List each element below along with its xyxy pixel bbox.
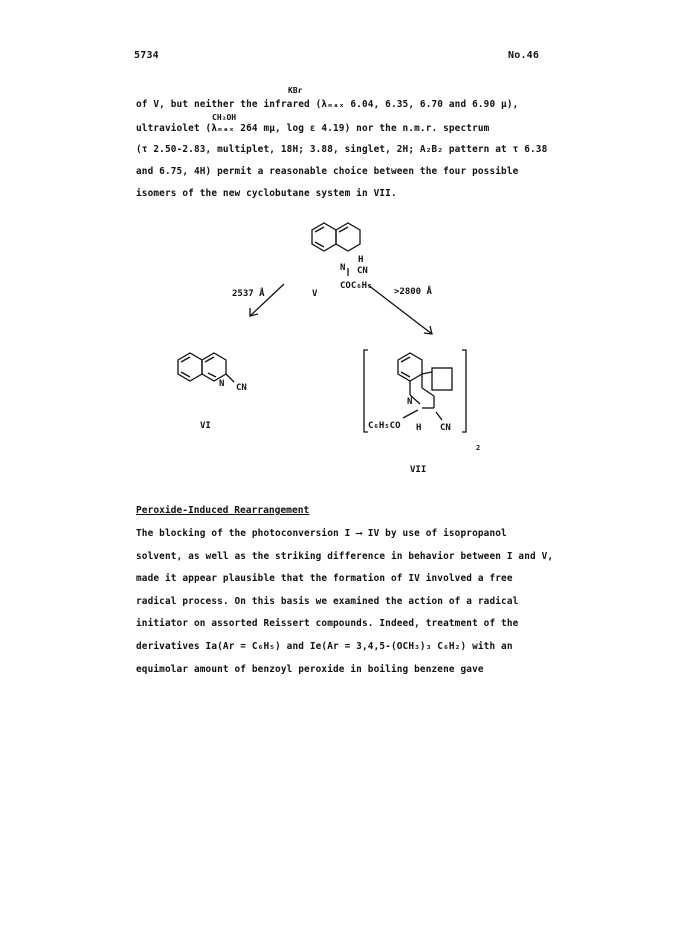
section-line: initiator on assorted Reissert compounds. Indeed, treatment of the bbox=[136, 618, 519, 629]
label-vi: VI bbox=[200, 421, 211, 431]
section-line: equimolar amount of benzoyl peroxide in boiling benzene gave bbox=[136, 664, 484, 675]
section-line: radical process. On this basis we examined the action of a radical bbox=[136, 596, 519, 607]
section-title: Peroxide-Induced Rearrangement bbox=[136, 505, 310, 516]
issue-number: No.46 bbox=[508, 50, 540, 61]
compound-v-structure bbox=[312, 223, 360, 276]
section-line: made it appear plausible that the formation of IV involved a free bbox=[136, 573, 513, 584]
paragraph-line-3: (τ 2.50-2.83, multiplet, 18H; 3.88, singlet, 2H; A₂B₂ pattern at τ 6.38 bbox=[136, 144, 548, 155]
section-line: The blocking of the photoconversion I ⟶ IV by use of isopropanol bbox=[136, 528, 507, 539]
paragraph-line-4: and 6.75, 4H) permit a reasonable choice between the four possible bbox=[136, 166, 519, 177]
vii-cn-label: CN bbox=[440, 423, 451, 433]
label-vii: VII bbox=[410, 465, 427, 475]
v-acyl-label: COC₆H₅ bbox=[340, 281, 373, 291]
v-h-label: H bbox=[358, 255, 364, 265]
vii-n-label: N bbox=[407, 397, 413, 407]
vi-n-label: N bbox=[219, 379, 225, 389]
paragraph-line-5: isomers of the new cyclobutane system in VII. bbox=[136, 188, 397, 199]
compound-vi-structure bbox=[178, 353, 234, 382]
ch3oh-superscript: CH₃OH bbox=[212, 113, 237, 122]
wavelength-2537: 2537 Å bbox=[232, 289, 265, 299]
page-number: 5734 bbox=[134, 50, 159, 61]
label-v: V bbox=[312, 289, 318, 299]
wavelength-2800: >2800 Å bbox=[394, 287, 432, 297]
vi-cn-label: CN bbox=[236, 383, 247, 393]
section-line: solvent, as well as the striking difference in behavior between I and V, bbox=[136, 551, 554, 562]
section-line: derivatives Ia(Ar = C₆H₅) and Ie(Ar = 3,4,5-(OCH₃)₃ C₆H₂) with an bbox=[136, 641, 513, 652]
v-n-label: N bbox=[340, 263, 346, 273]
paragraph-line-1: of V, but neither the infrared (λₘₐₓ 6.04, 6.35, 6.70 and 6.90 μ), bbox=[136, 99, 519, 110]
compound-vii-structure bbox=[364, 350, 466, 432]
vii-h-label: H bbox=[416, 423, 422, 433]
dimer-subscript: 2 bbox=[476, 444, 481, 452]
kbr-superscript: KBr bbox=[288, 86, 303, 95]
vii-acyl-label: C₆H₅CO bbox=[368, 421, 401, 431]
paragraph-line-2: ultraviolet (λₘₐₓ 264 mμ, log ε 4.19) nor the n.m.r. spectrum bbox=[136, 123, 490, 134]
v-cn-label: CN bbox=[357, 266, 368, 276]
